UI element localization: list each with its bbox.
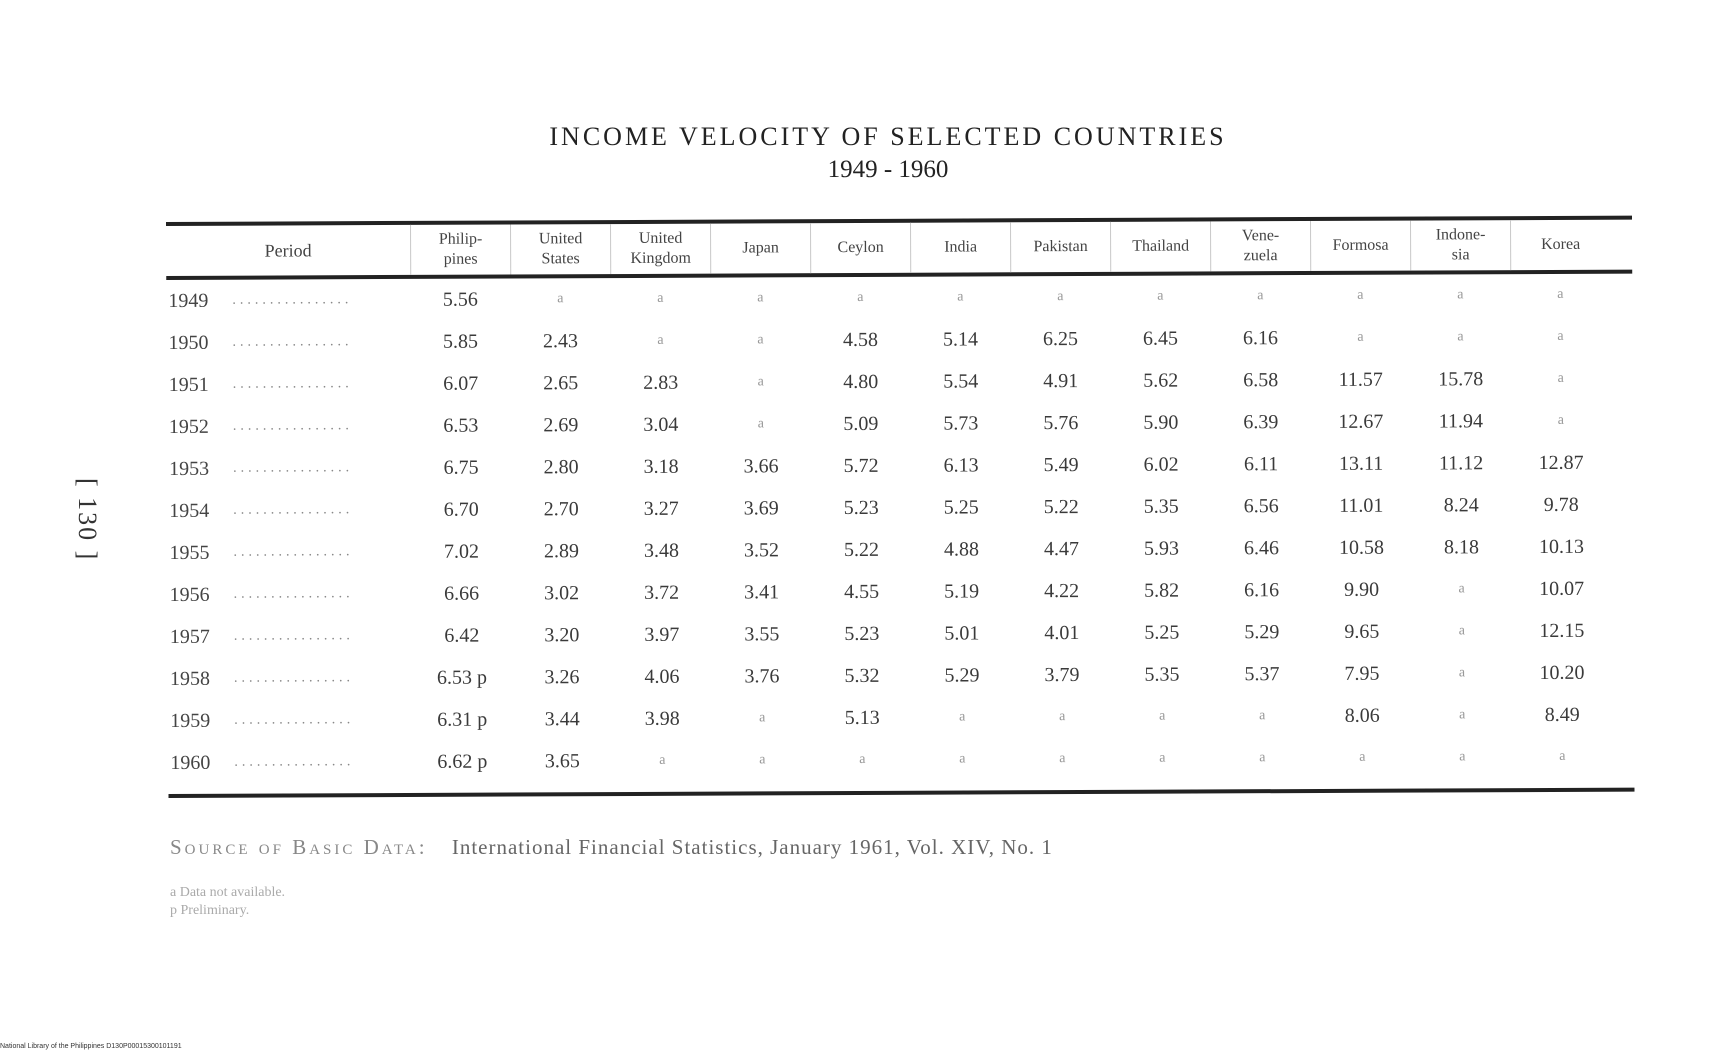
column-header-line: Kingdom <box>630 249 691 267</box>
table-row <box>167 484 1633 532</box>
value-cell: 8.06 <box>1344 704 1380 727</box>
year-label: 1958 <box>169 667 211 690</box>
dot-leader: ................ <box>232 334 353 350</box>
value-cell: a <box>957 289 964 305</box>
column-header <box>810 223 910 273</box>
value-cell: 4.22 <box>1044 579 1080 602</box>
column-header <box>1310 221 1410 271</box>
value-cell: 6.07 <box>443 372 479 395</box>
value-cell: 9.65 <box>1344 620 1380 643</box>
value-cell: a <box>959 709 966 725</box>
value-cell: 6.25 <box>1042 327 1079 350</box>
value-cell: 6.70 <box>443 498 479 521</box>
column-header <box>1210 221 1310 271</box>
period-cell <box>166 330 410 354</box>
value-cell: a <box>657 332 664 348</box>
value-cell: 3.65 <box>544 749 580 772</box>
value-cell: 3.69 <box>743 496 779 519</box>
table-row <box>168 610 1634 658</box>
dot-leader: ................ <box>233 670 355 686</box>
value-cell: 5.23 <box>843 496 879 519</box>
footnotes <box>170 884 285 920</box>
value-cell: 3.79 <box>1044 663 1080 686</box>
value-cell: 3.48 <box>643 539 679 562</box>
value-cell: 5.73 <box>943 411 979 435</box>
value-cell: a <box>1559 748 1566 764</box>
value-cell: 12.67 <box>1338 410 1384 433</box>
value-cell: 5.14 <box>942 327 979 351</box>
column-header <box>410 224 510 274</box>
value-cell: 6.45 <box>1142 327 1179 350</box>
column-header <box>1110 221 1210 271</box>
footnote-a: a Data not available. <box>170 885 286 900</box>
value-cell: 4.88 <box>943 537 979 561</box>
value-cell: a <box>759 752 766 768</box>
period-cell <box>168 624 412 648</box>
column-header <box>166 225 410 276</box>
value-cell: 5.76 <box>1043 411 1079 434</box>
value-cell: 4.47 <box>1043 537 1079 560</box>
period-cell <box>167 540 411 564</box>
value-cell: a <box>657 290 664 306</box>
value-cell: 2.65 <box>543 371 579 394</box>
value-cell: a <box>857 289 864 305</box>
dot-leader: ................ <box>234 754 355 770</box>
value-cell: 3.44 <box>544 707 580 730</box>
value-cell: 5.35 <box>1144 663 1180 686</box>
value-cell: 5.62 <box>1143 369 1179 392</box>
column-header-line: Formosa <box>1332 236 1389 254</box>
value-cell: 5.35 <box>1143 495 1179 518</box>
table-row <box>168 568 1634 616</box>
year-label: 1952 <box>168 415 209 438</box>
column-header-line: India <box>944 238 978 256</box>
value-cell: 3.72 <box>644 581 680 604</box>
value-cell: 2.43 <box>542 329 579 352</box>
table-row <box>167 400 1633 448</box>
value-cell: a <box>1458 623 1465 639</box>
value-cell: 10.13 <box>1538 535 1584 558</box>
value-cell: 2.89 <box>543 539 579 562</box>
value-cell: a <box>1457 287 1464 303</box>
value-cell: 5.22 <box>1043 495 1079 518</box>
period-cell <box>167 498 411 522</box>
value-cell: 11.12 <box>1438 451 1484 474</box>
value-cell: 6.31 p <box>437 708 488 731</box>
column-header-line: pines <box>443 250 478 268</box>
year-label: 1959 <box>170 709 211 732</box>
value-cell: 3.97 <box>644 623 680 646</box>
table-bottom-rule <box>168 788 1634 798</box>
value-cell: a <box>1057 289 1064 305</box>
column-header <box>1510 220 1610 270</box>
value-cell: 3.27 <box>643 497 679 520</box>
table-row <box>166 316 1632 364</box>
dot-leader: ................ <box>233 628 354 644</box>
value-cell: 3.26 <box>544 665 580 688</box>
value-cell: a <box>759 710 766 726</box>
value-cell: 4.91 <box>1043 369 1079 392</box>
column-header-line: Period <box>264 240 312 261</box>
value-cell: 10.07 <box>1539 577 1585 600</box>
value-cell: a <box>959 751 966 767</box>
year-label: 1949 <box>168 289 209 312</box>
value-cell: 2.80 <box>543 455 579 478</box>
table-row <box>168 694 1634 742</box>
value-cell: 5.25 <box>943 495 979 519</box>
value-cell: 6.56 <box>1243 494 1279 517</box>
column-header <box>1010 222 1110 272</box>
value-cell: 3.98 <box>644 707 680 730</box>
value-cell: 5.25 <box>1144 621 1180 644</box>
period-cell <box>168 582 412 606</box>
column-header-line: Korea <box>1541 235 1581 254</box>
page-title: INCOME VELOCITY OF SELECTED COUNTRIES <box>549 122 1227 151</box>
value-cell: a <box>1357 329 1364 345</box>
value-cell: 13.11 <box>1338 452 1384 475</box>
value-cell: 2.69 <box>543 413 579 436</box>
value-cell: 6.42 <box>444 624 480 647</box>
value-cell: 5.23 <box>844 622 880 645</box>
value-cell: 3.41 <box>744 580 780 603</box>
value-cell: a <box>1059 709 1066 725</box>
value-cell: a <box>757 332 764 348</box>
dot-leader: ................ <box>233 544 354 560</box>
value-cell: 6.62 p <box>437 750 488 773</box>
column-header-line: zuela <box>1243 247 1278 265</box>
value-cell: 4.80 <box>843 370 879 393</box>
value-cell: 6.53 <box>443 414 479 437</box>
year-label: 1951 <box>168 373 209 396</box>
value-cell: 3.76 <box>744 664 780 687</box>
value-cell: 5.56 <box>442 288 478 311</box>
value-cell: 3.04 <box>643 413 679 436</box>
value-cell: 11.01 <box>1339 494 1384 517</box>
value-cell: 5.13 <box>844 706 880 729</box>
value-cell: a <box>1059 751 1066 767</box>
source-note <box>170 835 1053 860</box>
value-cell: a <box>1458 665 1466 681</box>
value-cell: 6.13 <box>943 453 979 477</box>
value-cell: a <box>1259 750 1266 766</box>
value-cell: 3.52 <box>743 538 779 561</box>
value-cell: 5.37 <box>1244 662 1280 685</box>
dot-leader: ................ <box>232 376 353 392</box>
value-cell: 5.19 <box>944 579 980 603</box>
value-cell: 7.02 <box>443 540 479 563</box>
value-cell: 2.83 <box>643 371 679 394</box>
value-cell: 6.16 <box>1244 578 1280 601</box>
year-label: 1956 <box>169 583 210 606</box>
value-cell: 11.94 <box>1438 409 1484 432</box>
value-cell: 6.46 <box>1243 536 1279 559</box>
column-header-line: Japan <box>742 239 779 257</box>
column-header-line: Ceylon <box>837 238 884 257</box>
value-cell: 3.02 <box>544 581 580 604</box>
period-cell <box>167 456 411 480</box>
value-cell: 6.75 <box>443 456 479 479</box>
value-cell: 5.72 <box>843 454 879 477</box>
value-cell: a <box>1557 412 1565 428</box>
value-cell: 6.39 <box>1243 410 1279 433</box>
value-cell: 12.15 <box>1539 619 1585 642</box>
column-header <box>610 224 710 274</box>
value-cell: 5.54 <box>943 369 979 393</box>
velocity-table <box>166 216 1634 798</box>
table-row <box>167 358 1633 406</box>
value-cell: 9.90 <box>1344 578 1380 601</box>
value-cell: a <box>1157 288 1164 304</box>
value-cell: 6.53 p <box>436 666 488 689</box>
library-footer: National Library of the Philippines D130P00015300101191 <box>0 1043 182 1050</box>
value-cell: 5.90 <box>1143 411 1179 434</box>
value-cell: a <box>1459 749 1466 765</box>
period-cell <box>166 288 410 312</box>
period-cell <box>168 708 412 732</box>
year-label: 1955 <box>169 541 210 564</box>
value-cell: 10.58 <box>1338 536 1384 559</box>
column-header-line: sia <box>1451 246 1470 264</box>
value-cell: 2.70 <box>543 497 579 520</box>
period-cell <box>167 372 411 396</box>
value-cell: 6.11 <box>1243 452 1279 475</box>
column-header <box>510 224 610 274</box>
value-cell: a <box>1459 707 1466 723</box>
value-cell: a <box>1357 287 1364 303</box>
value-cell: 5.49 <box>1043 453 1079 476</box>
value-cell: 6.16 <box>1242 326 1279 349</box>
year-label: 1950 <box>168 331 209 354</box>
value-cell: 5.85 <box>442 330 479 353</box>
value-cell: 5.82 <box>1144 579 1180 602</box>
column-header-line: United <box>638 229 683 247</box>
value-cell: 5.93 <box>1143 537 1179 560</box>
table-row <box>166 274 1632 322</box>
value-cell: a <box>1257 288 1264 304</box>
page-subtitle: 1949 - 1960 <box>827 156 949 183</box>
value-cell: 11.57 <box>1338 368 1383 391</box>
source-label: Source of Basic Data: <box>170 835 428 859</box>
column-header-line: States <box>541 250 580 268</box>
column-header <box>1410 220 1510 270</box>
period-cell <box>167 414 411 438</box>
value-cell: 3.18 <box>643 455 679 478</box>
value-cell: 3.20 <box>544 623 580 646</box>
dot-leader: ................ <box>232 292 353 308</box>
value-cell: 5.22 <box>843 538 879 561</box>
year-label: 1954 <box>169 499 210 522</box>
value-cell: a <box>659 752 666 768</box>
value-cell: a <box>757 290 764 306</box>
value-cell: 5.09 <box>843 412 879 435</box>
value-cell: 12.87 <box>1538 451 1584 474</box>
value-cell: a <box>1557 328 1564 344</box>
source-text: International Financial Statistics, January 1961, Vol. XIV, No. 1 <box>451 835 1053 859</box>
table-row <box>168 652 1634 700</box>
value-cell: 4.58 <box>842 328 879 351</box>
value-cell: 5.29 <box>1244 620 1280 643</box>
dot-leader: ................ <box>233 586 354 602</box>
value-cell: 4.55 <box>844 580 880 603</box>
value-cell: 8.49 <box>1544 703 1580 726</box>
column-header <box>910 222 1010 272</box>
value-cell: a <box>1457 329 1464 345</box>
page-number: [ 130 ] <box>73 478 102 562</box>
value-cell: 10.20 <box>1539 661 1585 684</box>
value-cell: a <box>757 416 765 432</box>
column-header-line: United <box>538 230 583 248</box>
year-label: 1957 <box>169 625 210 648</box>
value-cell: a <box>1557 286 1564 302</box>
value-cell: a <box>1557 370 1564 386</box>
value-cell: a <box>1458 581 1465 597</box>
value-cell: a <box>1359 749 1366 765</box>
value-cell: 4.01 <box>1044 621 1080 644</box>
value-cell: 6.58 <box>1243 368 1279 391</box>
dot-leader: ................ <box>233 460 354 476</box>
table-body <box>166 274 1634 784</box>
column-header-line: Thailand <box>1132 237 1190 255</box>
value-cell: 6.02 <box>1143 453 1179 476</box>
value-cell: 3.55 <box>744 622 780 645</box>
value-cell: a <box>757 374 764 390</box>
dot-leader: ................ <box>234 712 355 728</box>
value-cell: a <box>1159 750 1166 766</box>
value-cell: 9.78 <box>1543 493 1579 516</box>
dot-leader: ................ <box>233 502 354 518</box>
value-cell: 8.24 <box>1443 493 1479 516</box>
value-cell: a <box>859 751 866 767</box>
table-row <box>167 526 1633 574</box>
value-cell: 6.66 <box>444 582 480 605</box>
value-cell: 5.01 <box>944 621 980 645</box>
value-cell: a <box>557 291 564 307</box>
column-header-line: Vene- <box>1241 227 1280 245</box>
period-cell <box>168 666 412 690</box>
value-cell: 5.32 <box>844 664 880 687</box>
value-cell: 4.06 <box>644 665 680 688</box>
value-cell: 8.18 <box>1443 535 1479 558</box>
column-header-line: Indone- <box>1435 226 1486 244</box>
footnote-p: p Preliminary. <box>170 903 250 918</box>
table-row <box>168 736 1634 784</box>
column-header-line: Pakistan <box>1033 237 1088 256</box>
value-cell: 7.95 <box>1344 662 1380 685</box>
column-header-line: Philip- <box>438 230 483 248</box>
value-cell: a <box>1259 708 1266 724</box>
year-label: 1960 <box>170 751 211 774</box>
column-header <box>710 223 810 273</box>
value-cell: 5.29 <box>944 663 980 687</box>
value-cell: a <box>1159 708 1166 724</box>
period-cell <box>168 750 412 774</box>
value-cell: 3.66 <box>743 454 779 477</box>
table-row <box>167 442 1633 490</box>
value-cell: 15.78 <box>1438 367 1484 390</box>
year-label: 1953 <box>169 457 210 480</box>
table-header-row <box>166 220 1632 276</box>
dot-leader: ................ <box>232 418 353 434</box>
